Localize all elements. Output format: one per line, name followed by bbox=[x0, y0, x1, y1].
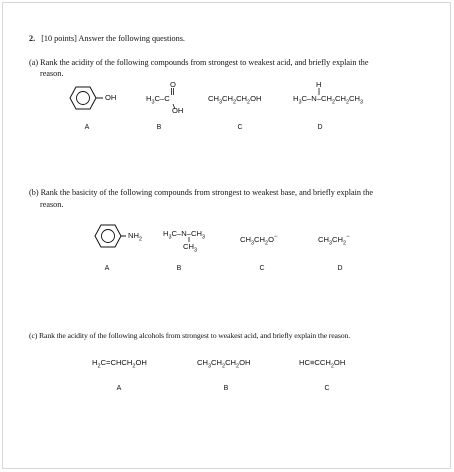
part-b-compound-c-formula: $CH_3CH_2O$ bbox=[240, 234, 274, 247]
part-a-label-d: D bbox=[317, 124, 323, 131]
part-a-compound-a-group: OH bbox=[105, 93, 117, 102]
part-b-prompt-line1: (b) Rank the basicity of the following compounds from strongest to weakest base, and briefly explain the bbox=[29, 188, 374, 197]
part-b-compound-d-charge: − bbox=[346, 234, 350, 240]
part-c-label-c: C bbox=[324, 385, 330, 392]
part-a-benzene-ring-icon bbox=[69, 86, 97, 110]
question-instruction: Answer the following questions. bbox=[78, 34, 185, 43]
part-c-compound-a-formula: $H_2C=CHCH_2OH$ bbox=[92, 358, 147, 370]
part-a-compound-c-formula: $CH_3CH_2CH_2OH$ bbox=[208, 94, 262, 106]
part-c-label-b: B bbox=[223, 385, 229, 392]
part-b-compound-c bbox=[240, 233, 278, 248]
part-b-label-c: C bbox=[259, 265, 265, 272]
part-c-label-a: A bbox=[116, 385, 122, 392]
part-a-compound-d-formula: $H_3C-N-CH_2CH_2CH_3$ bbox=[293, 94, 364, 106]
part-b-compound-d-formula: $CH_3CH_2$ bbox=[318, 234, 347, 247]
part-a-label-a: A bbox=[84, 124, 90, 131]
part-b-label-d: D bbox=[337, 265, 343, 272]
part-b-compound-c-charge: − bbox=[273, 234, 278, 240]
part-c-compound-b-formula: $CH_3CH_2CH_2OH$ bbox=[197, 358, 251, 370]
part-b-label-a: A bbox=[104, 265, 110, 272]
page-border bbox=[2, 2, 451, 469]
part-b-compound-a-group: $NH_2$ bbox=[128, 231, 143, 243]
part-b-benzene-ring-icon bbox=[94, 224, 122, 248]
part-b-compound-b-bottom-group: $CH_3$ bbox=[183, 242, 198, 254]
part-b-prompt-line2: reason. bbox=[40, 200, 64, 209]
part-a-prompt-line2: reason. bbox=[40, 69, 64, 78]
question-header bbox=[29, 33, 185, 44]
question-number: 2. bbox=[29, 34, 36, 43]
part-b-label-b: B bbox=[176, 265, 182, 272]
part-b-compound-b-formula: $H_3C-N-CH_3$ bbox=[163, 229, 205, 241]
part-a-label-c: C bbox=[237, 124, 243, 131]
part-a-compound-d-top-atom: H bbox=[316, 80, 322, 89]
part-a-compound-b-main: $H_3C-C$ bbox=[146, 94, 170, 106]
part-b-compound-d bbox=[318, 233, 350, 248]
part-a-compound-b-bottom-group: OH bbox=[172, 106, 184, 115]
part-c-compound-c-formula: $HC\equiv CCH_2OH$ bbox=[299, 358, 346, 370]
part-a-label-b: B bbox=[156, 124, 162, 131]
part-c-prompt: (c) Rank the acidity of the following alcohols from strongest to weakest acid, and briefly explain the reason. bbox=[29, 331, 351, 340]
part-a-prompt-line1: (a) Rank the acidity of the following compounds from strongest to weakest acid, and briefly explain the bbox=[29, 58, 369, 67]
part-a-compound-b-top-atom: O bbox=[170, 80, 176, 89]
question-points: [10 points] bbox=[41, 34, 77, 43]
